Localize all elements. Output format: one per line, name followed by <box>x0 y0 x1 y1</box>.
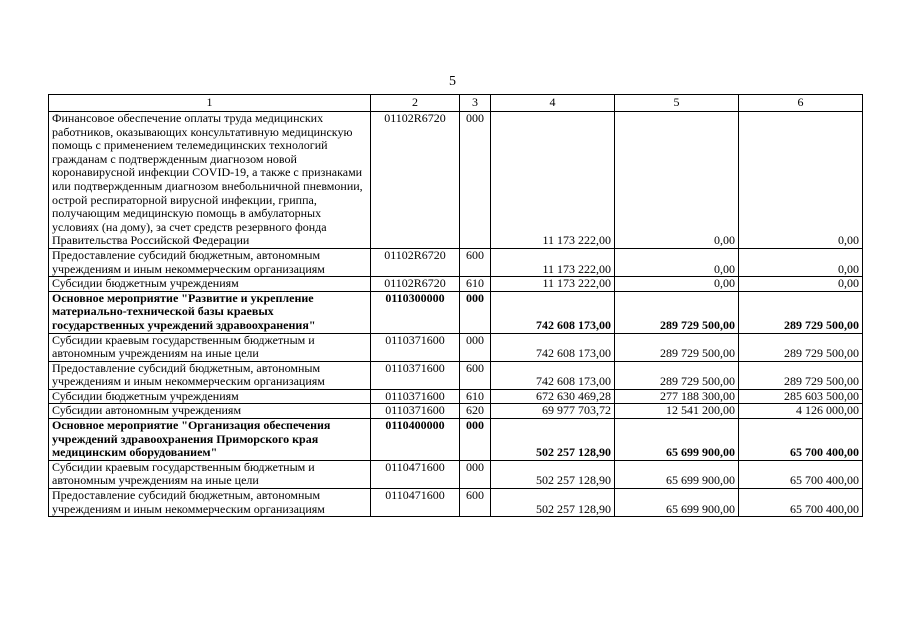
column-header: 6 <box>739 95 863 112</box>
row-expense-type-cell: 000 <box>460 112 491 249</box>
row-amount-6-cell: 65 700 400,00 <box>739 419 863 461</box>
row-amount-5-cell: 65 699 900,00 <box>615 489 739 517</box>
row-name-cell: Субсидии краевым государственным бюджетным и автономным учреждениям на иные цели <box>49 333 371 361</box>
column-header: 1 <box>49 95 371 112</box>
row-amount-6-cell: 285 603 500,00 <box>739 389 863 404</box>
row-name-cell: Субсидии бюджетным учреждениям <box>49 389 371 404</box>
row-expense-type-cell: 610 <box>460 389 491 404</box>
column-header: 2 <box>371 95 460 112</box>
row-amount-4-cell: 69 977 703,72 <box>491 404 615 419</box>
row-amount-4-cell: 11 173 222,00 <box>491 277 615 292</box>
row-expense-type-cell: 620 <box>460 404 491 419</box>
budget-table <box>48 94 863 517</box>
row-name-cell: Основное мероприятие "Организация обеспечения учреждений здравоохранения Приморского края медицинским оборудованием" <box>49 419 371 461</box>
table-header-row <box>49 95 863 112</box>
row-amount-4-cell: 742 608 173,00 <box>491 333 615 361</box>
row-amount-6-cell: 289 729 500,00 <box>739 291 863 333</box>
row-code-cell: 0110400000 <box>371 419 460 461</box>
row-amount-5-cell: 277 188 300,00 <box>615 389 739 404</box>
row-amount-4-cell: 502 257 128,90 <box>491 419 615 461</box>
row-amount-5-cell: 0,00 <box>615 248 739 276</box>
row-expense-type-cell: 610 <box>460 277 491 292</box>
row-amount-6-cell: 65 700 400,00 <box>739 489 863 517</box>
row-amount-5-cell: 0,00 <box>615 277 739 292</box>
row-expense-type-cell: 000 <box>460 333 491 361</box>
row-expense-type-cell: 000 <box>460 291 491 333</box>
page-number: 5 <box>449 74 456 89</box>
table-row <box>49 333 863 361</box>
table-row <box>49 112 863 249</box>
row-amount-4-cell: 502 257 128,90 <box>491 460 615 488</box>
row-name-cell: Предоставление субсидий бюджетным, автономным учреждениям и иным некоммерческим организациям <box>49 489 371 517</box>
row-name-cell: Основное мероприятие "Развитие и укрепление материально-технической базы краевых государственных учреждений здравоохранения" <box>49 291 371 333</box>
row-amount-4-cell: 11 173 222,00 <box>491 248 615 276</box>
table-row <box>49 460 863 488</box>
row-amount-4-cell: 11 173 222,00 <box>491 112 615 249</box>
row-amount-6-cell: 65 700 400,00 <box>739 460 863 488</box>
table-row <box>49 389 863 404</box>
row-expense-type-cell: 600 <box>460 489 491 517</box>
row-amount-5-cell: 289 729 500,00 <box>615 333 739 361</box>
row-amount-5-cell: 65 699 900,00 <box>615 460 739 488</box>
row-amount-4-cell: 502 257 128,90 <box>491 489 615 517</box>
row-code-cell: 01102R6720 <box>371 248 460 276</box>
table-row <box>49 419 863 461</box>
row-name-cell: Финансовое обеспечение оплаты труда медицинских работников, оказывающих консультативную медицинскую помощь с применением телемедицинских технологий гражданам с подтвержденным диагнозом новой коронавирусной инфекции COVID-19, а также с признаками или подтвержденным диагнозом внебольничной пневмонии, острой респираторной вирусной инфекции, гриппа, получающим медицинскую помощь в амбулаторных условиях (на дому), за счет средств резервного фонда Правительства Российской Федерации <box>49 112 371 249</box>
row-amount-6-cell: 0,00 <box>739 248 863 276</box>
row-code-cell: 0110471600 <box>371 460 460 488</box>
table-row <box>49 404 863 419</box>
table-row <box>49 361 863 389</box>
row-expense-type-cell: 000 <box>460 419 491 461</box>
row-code-cell: 0110371600 <box>371 361 460 389</box>
row-amount-6-cell: 0,00 <box>739 112 863 249</box>
row-code-cell: 0110371600 <box>371 389 460 404</box>
row-amount-5-cell: 0,00 <box>615 112 739 249</box>
row-expense-type-cell: 000 <box>460 460 491 488</box>
row-amount-4-cell: 742 608 173,00 <box>491 291 615 333</box>
row-amount-6-cell: 4 126 000,00 <box>739 404 863 419</box>
row-amount-6-cell: 289 729 500,00 <box>739 333 863 361</box>
column-header: 4 <box>491 95 615 112</box>
row-code-cell: 0110371600 <box>371 333 460 361</box>
row-code-cell: 0110300000 <box>371 291 460 333</box>
row-expense-type-cell: 600 <box>460 248 491 276</box>
row-amount-4-cell: 742 608 173,00 <box>491 361 615 389</box>
row-code-cell: 01102R6720 <box>371 277 460 292</box>
column-header: 5 <box>615 95 739 112</box>
row-amount-5-cell: 12 541 200,00 <box>615 404 739 419</box>
row-amount-5-cell: 289 729 500,00 <box>615 361 739 389</box>
row-amount-6-cell: 0,00 <box>739 277 863 292</box>
row-name-cell: Предоставление субсидий бюджетным, автономным учреждениям и иным некоммерческим организациям <box>49 361 371 389</box>
table-row <box>49 489 863 517</box>
row-code-cell: 0110471600 <box>371 489 460 517</box>
column-header: 3 <box>460 95 491 112</box>
row-amount-4-cell: 672 630 469,28 <box>491 389 615 404</box>
budget-table-body <box>49 95 863 517</box>
table-row <box>49 277 863 292</box>
row-name-cell: Субсидии автономным учреждениям <box>49 404 371 419</box>
row-name-cell: Предоставление субсидий бюджетным, автономным учреждениям и иным некоммерческим организациям <box>49 248 371 276</box>
row-code-cell: 01102R6720 <box>371 112 460 249</box>
row-amount-6-cell: 289 729 500,00 <box>739 361 863 389</box>
row-amount-5-cell: 65 699 900,00 <box>615 419 739 461</box>
row-amount-5-cell: 289 729 500,00 <box>615 291 739 333</box>
table-row <box>49 248 863 276</box>
row-expense-type-cell: 600 <box>460 361 491 389</box>
row-name-cell: Субсидии краевым государственным бюджетным и автономным учреждениям на иные цели <box>49 460 371 488</box>
table-row <box>49 291 863 333</box>
row-code-cell: 0110371600 <box>371 404 460 419</box>
row-name-cell: Субсидии бюджетным учреждениям <box>49 277 371 292</box>
